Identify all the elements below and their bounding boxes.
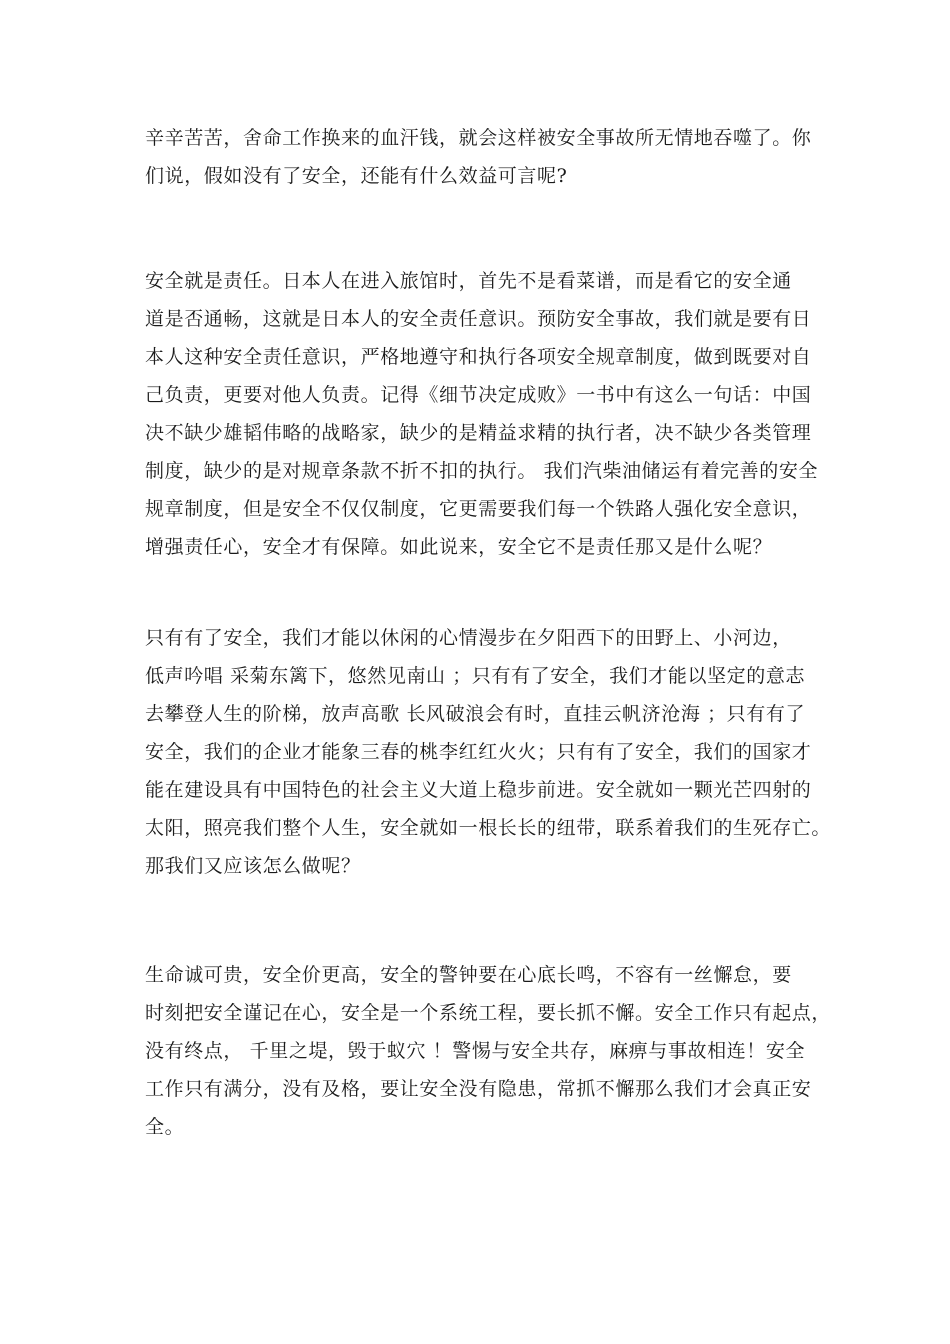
text-line: 那我们又应该怎么做呢？ <box>145 855 361 877</box>
text-line: 决不缺少雄韬伟略的战略家，缺少的是精益求精的执行者，决不缺少各类管理 <box>145 422 812 444</box>
text-line: 辛辛苦苦，舍命工作换来的血汗钱，就会这样被安全事故所无情地吞噬了。你 <box>145 127 812 149</box>
text-line: 们说，假如没有了安全，还能有什么效益可言呢? <box>145 165 568 187</box>
text-line: 安全，我们的企业才能象三春的桃李红红火火；只有有了安全，我们的国家才 <box>145 741 812 763</box>
paragraph-2 <box>145 262 819 566</box>
text-line: 生命诚可贵，安全价更高，安全的警钟要在心底长鸣，不容有一丝懈怠，要 <box>145 964 792 986</box>
text-line: 本人这种安全责任意识，严格地遵守和执行各项安全规章制度，做到既要对自 <box>145 346 812 368</box>
text-line: 全。 <box>145 1116 185 1138</box>
text-line: 己负责，更要对他人负责。记得《细节决定成败》一书中有这么一句话：中国 <box>145 384 812 406</box>
text-line: 规章制度，但是安全不仅仅制度，它更需要我们每一个铁路人强化安全意识， <box>145 498 812 520</box>
paragraph-3 <box>145 619 832 885</box>
text-line: 只有有了安全，我们才能以休闲的心情漫步在夕阳西下的田野上、小河边， <box>145 627 792 649</box>
text-line: 工作只有满分，没有及格，要让安全没有隐患，常抓不懈那么我们才会真正安 <box>145 1078 812 1100</box>
paragraph-4 <box>145 956 832 1146</box>
text-line: 没有终点， 千里之堤，毁于蚁穴 ！警惕与安全共存，麻痹与事故相连！安全 <box>145 1040 806 1062</box>
text-line: 去攀登人生的阶梯，放声高歌 长风破浪会有时，直挂云帆济沧海 ；只有有了 <box>145 703 806 725</box>
text-line: 安全就是责任。日本人在进入旅馆时，首先不是看菜谱，而是看它的安全通 <box>145 270 792 292</box>
text-line: 低声吟唱 采菊东篱下，悠然见南山 ；只有有了安全，我们才能以坚定的意志 <box>145 665 806 687</box>
text-line: 能在建设具有中国特色的社会主义大道上稳步前进。安全就如一颗光芒四射的 <box>145 779 812 801</box>
text-line: 制度，缺少的是对规章条款不折不扣的执行。 我们汽柴油储运有着完善的安全 <box>145 460 819 482</box>
text-line: 道是否通畅，这就是日本人的安全责任意识。预防安全事故，我们就是要有日 <box>145 308 812 330</box>
text-line: 时刻把安全谨记在心，安全是一个系统工程，要长抓不懈。安全工作只有起点， <box>145 1002 832 1024</box>
text-line: 太阳，照亮我们整个人生，安全就如一根长长的纽带，联系着我们的生死存亡。 <box>145 817 832 839</box>
paragraph-1 <box>145 119 813 195</box>
text-line: 增强责任心，安全才有保障。如此说来，安全它不是责任那又是什么呢？ <box>145 536 773 558</box>
